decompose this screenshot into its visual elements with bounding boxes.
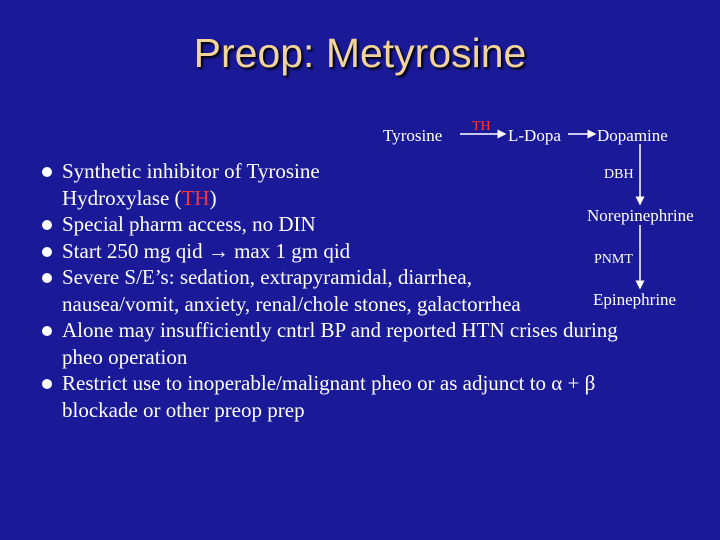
bullet-list: [62, 158, 662, 423]
pathway-dbh-enzyme: DBH: [604, 167, 634, 182]
bullet-item: Severe S/E’s: sedation, extrapyramidal, diarrhea, nausea/vomit, anxiety, renal/chole stones, galactorrhea: [62, 264, 592, 317]
bullet-item: Special pharm access, no DIN: [62, 211, 662, 238]
bullet-item: Start 250 mg qid → max 1 gm qid: [62, 238, 662, 265]
pathway-tyrosine: Tyrosine: [383, 126, 443, 145]
pathway-pnmt-enzyme: PNMT: [594, 252, 633, 267]
bullet-item: Alone may insufficiently cntrl BP and reported HTN crises during pheo operation: [62, 317, 637, 370]
bullet-item: Synthetic inhibitor of Tyrosine Hydroxylase (TH): [62, 158, 392, 211]
pathway-th-enzyme: TH: [472, 119, 491, 134]
bullet-item: Restrict use to inoperable/malignant pheo or as adjunct to α + β blockade or other preop prep: [62, 370, 622, 423]
pathway-dopamine: Dopamine: [597, 126, 668, 145]
bullet-dot: [42, 220, 52, 230]
bullet-dot: [42, 167, 52, 177]
bullet-dot: [42, 326, 52, 336]
bullet-dot: [42, 379, 52, 389]
pathway-ldopa: L-Dopa: [508, 126, 561, 145]
pathway-epinephrine: Epinephrine: [593, 290, 677, 309]
bullet-dot: [42, 247, 52, 257]
slide-title: Preop: Metyrosine: [193, 30, 527, 76]
bullet-dot: [42, 273, 52, 283]
pathway-norepinephrine: Norepinephrine: [587, 206, 694, 225]
